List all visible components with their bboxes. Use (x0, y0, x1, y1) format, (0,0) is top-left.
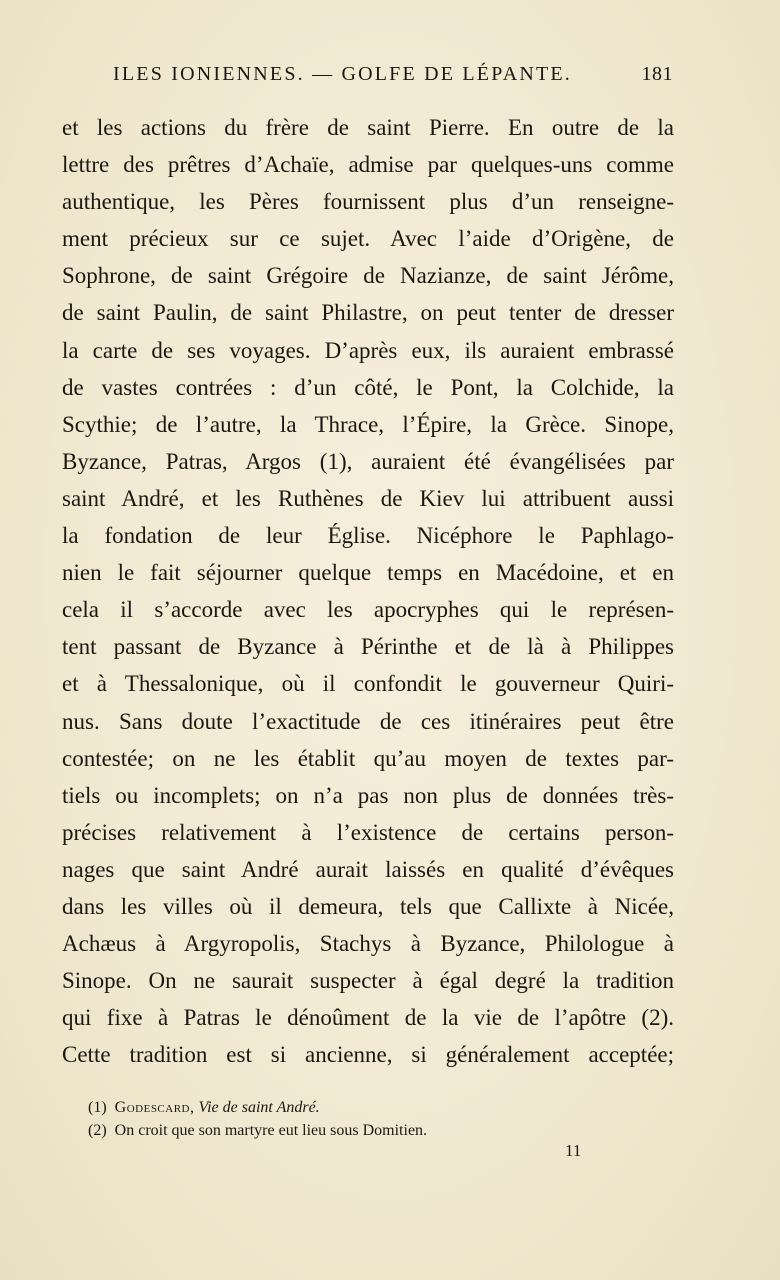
text-line: contestée; on ne les établit qu’au moyen de textes par- (62, 745, 674, 771)
text-line: Sinope. On ne saurait suspecter à égal degré la tradition (62, 968, 674, 994)
text-line: saint André, et les Ruthènes de Kiev lui attribuent aussi (62, 485, 674, 511)
text-line: de saint Paulin, de saint Philastre, on peut tenter de dresser (62, 300, 674, 326)
text-line: lettre des prêtres d’Achaïe, admise par quelques-uns comme (62, 152, 674, 178)
footnote-title: Vie de saint André. (198, 1099, 320, 1116)
text-line: nages que saint André aurait laissés en qualité d’évêques (62, 856, 674, 882)
footnotes (88, 1096, 548, 1142)
text-line: la carte de ses voyages. D’après eux, ils auraient embrassé (62, 337, 674, 363)
page-number: 181 (641, 63, 673, 85)
footnote-author: Godescard, (114, 1099, 195, 1116)
text-line: précises relativement à l’existence de certains person- (62, 819, 674, 845)
text-line: la fondation de leur Église. Nicéphore le Paphlago- (62, 523, 674, 549)
text-line: dans les villes où il demeura, tels que Callixte à Nicée, (62, 893, 674, 919)
text-line: Sophrone, de saint Grégoire de Nazianze, de saint Jérôme, (62, 263, 674, 289)
text-line: qui fixe à Patras le dénoûment de la vie de l’apôtre (2). (62, 1005, 674, 1031)
footnote-text: On croit que son martyre eut lieu sous Domitien. (114, 1122, 428, 1139)
footnote-number: (1) (88, 1099, 107, 1116)
footnote-2 (88, 1119, 548, 1142)
text-line: tent passant de Byzance à Périnthe et de là à Philippes (62, 634, 674, 660)
text-line: de vastes contrées : d’un côté, le Pont, la Colchide, la (62, 374, 674, 400)
text-line: Cette tradition est si ancienne, si généralement acceptée; (62, 1042, 674, 1068)
running-head: ILES IONIENNES. — GOLFE DE LÉPANTE. (113, 63, 573, 85)
text-line: nien le fait séjourner quelque temps en Macédoine, et en (62, 560, 674, 586)
text-line: authentique, les Pères fournissent plus d’un renseigne- (62, 189, 674, 215)
footnote-number: (2) (88, 1122, 107, 1139)
text-line: et à Thessalonique, où il confondit le gouverneur Quiri- (62, 671, 674, 697)
body-text (62, 109, 674, 1073)
text-line: nus. Sans doute l’exactitude de ces itinéraires peut être (62, 708, 674, 734)
text-line: cela il s’accorde avec les apocryphes qui le représen- (62, 597, 674, 623)
footnote-1 (88, 1096, 548, 1119)
text-line: et les actions du frère de saint Pierre. En outre de la (62, 115, 674, 140)
text-line: tiels ou incomplets; on n’a pas non plus de données très- (62, 782, 674, 808)
text-line: Scythie; de l’autre, la Thrace, l’Épire, la Grèce. Sinope, (62, 411, 674, 437)
text-line: Byzance, Patras, Argos (1), auraient été évangélisées par (62, 448, 674, 474)
page-header (113, 63, 673, 93)
text-line: Achæus à Argyropolis, Stachys à Byzance, Philologue à (62, 931, 674, 957)
signature-mark: 11 (565, 1141, 582, 1160)
text-line: ment précieux sur ce sujet. Avec l’aide d’Origène, de (62, 226, 674, 252)
